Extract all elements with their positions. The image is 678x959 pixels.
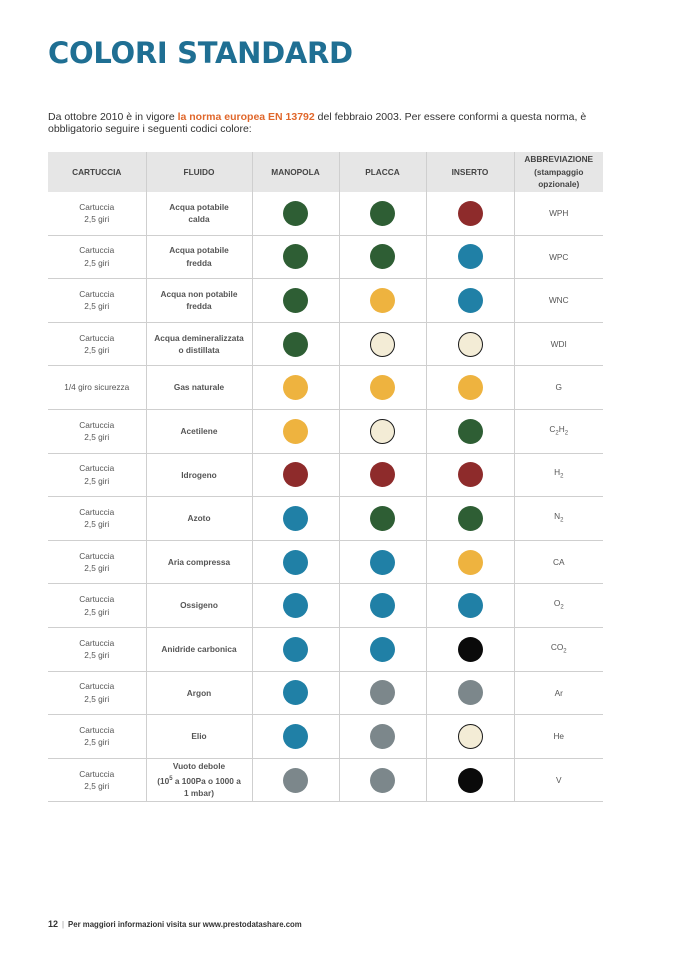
knob-cell	[252, 584, 339, 628]
cartridge-type: Cartuccia	[79, 506, 115, 517]
cartridge-cell	[48, 409, 146, 453]
knob-color-dot	[283, 637, 308, 662]
cartridge-cell	[48, 322, 146, 366]
cartridge-cell	[48, 758, 146, 802]
abbreviation-cell	[514, 540, 603, 584]
insert-color-dot	[458, 550, 483, 575]
insert-color-dot	[458, 506, 483, 531]
plate-color-dot	[370, 593, 395, 618]
plate-cell	[339, 235, 426, 279]
abbreviation: V	[555, 774, 562, 785]
cartridge-type: Cartuccia	[79, 245, 115, 256]
insert-cell	[426, 584, 514, 628]
abbreviation-cell	[514, 453, 603, 497]
plate-cell	[339, 453, 426, 497]
intro-text: Da ottobre 2010 è in vigore	[48, 110, 178, 123]
abbreviation: G	[555, 382, 562, 393]
fluid-name: Azoto	[187, 513, 211, 524]
knob-cell	[252, 192, 339, 235]
abbreviation-cell	[514, 584, 603, 628]
table-row	[48, 235, 603, 279]
knob-cell	[252, 453, 339, 497]
cartridge-cell	[48, 540, 146, 584]
abbreviation-cell	[514, 497, 603, 541]
cartridge-type: Cartuccia	[79, 637, 115, 648]
plate-color-dot	[370, 506, 395, 531]
table-row	[48, 322, 603, 366]
fluid-name-line2-rest: a 100Pa o 1000 a	[172, 775, 241, 786]
fluid-cell	[146, 322, 252, 366]
plate-color-dot	[370, 201, 395, 226]
fluid-name-line2: calda	[188, 214, 210, 225]
insert-color-dot	[458, 288, 483, 313]
knob-color-dot	[283, 375, 308, 400]
cartridge-type: Cartuccia	[79, 594, 115, 605]
abbreviation-cell	[514, 322, 603, 366]
abbreviation: H	[554, 467, 561, 478]
table-row	[48, 758, 603, 802]
plate-cell	[339, 497, 426, 541]
plate-color-dot	[370, 550, 395, 575]
plate-cell	[339, 584, 426, 628]
cartridge-turns: 2,5 giri	[84, 214, 110, 225]
abbreviation: C	[549, 423, 556, 434]
cartridge-cell	[48, 584, 146, 628]
abbreviation-cell	[514, 409, 603, 453]
knob-color-dot	[283, 201, 308, 226]
plate-cell	[339, 279, 426, 323]
plate-cell	[339, 627, 426, 671]
fluid-cell	[146, 497, 252, 541]
abbreviation: CA	[552, 556, 565, 567]
fluid-cell	[146, 409, 252, 453]
insert-cell	[426, 540, 514, 584]
cartridge-cell	[48, 715, 146, 759]
cartridge-turns: 2,5 giri	[84, 563, 110, 574]
fluid-name: Argon	[186, 687, 212, 698]
fluid-cell	[146, 671, 252, 715]
fluid-cell	[146, 279, 252, 323]
knob-cell	[252, 497, 339, 541]
abbreviation-cell	[514, 192, 603, 235]
knob-color-dot	[283, 724, 308, 749]
plate-color-dot	[370, 637, 395, 662]
color-code-table	[48, 152, 603, 802]
abbreviation: WDI	[550, 338, 567, 349]
insert-color-dot	[458, 724, 483, 749]
knob-cell	[252, 279, 339, 323]
table-row	[48, 715, 603, 759]
cartridge-turns: 2,5 giri	[84, 606, 110, 617]
insert-cell	[426, 235, 514, 279]
plate-color-dot	[370, 768, 395, 793]
cartridge-turns: 2,5 giri	[84, 650, 110, 661]
table-row	[48, 540, 603, 584]
knob-cell	[252, 627, 339, 671]
fluid-name: Acqua potabile	[169, 201, 229, 212]
cartridge-turns: 2,5 giri	[84, 781, 110, 792]
cartridge-cell	[48, 627, 146, 671]
fluid-name: Acetilene	[180, 426, 218, 437]
abbreviation: WPH	[549, 208, 569, 219]
abbreviation: WNC	[548, 295, 569, 306]
header-abbreviation-line1: ABBREVIAZIONE	[524, 154, 594, 165]
cartridge-turns: 2,5 giri	[84, 432, 110, 443]
plate-color-dot	[370, 462, 395, 487]
knob-color-dot	[283, 288, 308, 313]
table-row	[48, 497, 603, 541]
cartridge-turns: 2,5 giri	[84, 345, 110, 356]
fluid-cell	[146, 540, 252, 584]
cartridge-turns: 2,5 giri	[84, 301, 110, 312]
header-fluid: FLUIDO	[146, 152, 252, 192]
knob-cell	[252, 758, 339, 802]
insert-cell	[426, 322, 514, 366]
insert-cell	[426, 671, 514, 715]
abbreviation: O	[553, 598, 561, 609]
insert-color-dot	[458, 462, 483, 487]
plate-cell	[339, 671, 426, 715]
abbreviation-cell	[514, 715, 603, 759]
cartridge-type: Cartuccia	[79, 419, 115, 430]
abbreviation-part2: H	[558, 423, 565, 434]
knob-cell	[252, 409, 339, 453]
fluid-name: Elio	[191, 731, 207, 742]
knob-color-dot	[283, 593, 308, 618]
abbreviation-cell	[514, 671, 603, 715]
insert-cell	[426, 192, 514, 235]
cartridge-turns: 2,5 giri	[84, 737, 110, 748]
fluid-name: Acqua non potabile	[160, 288, 238, 299]
cartridge-type: Cartuccia	[79, 724, 115, 735]
insert-color-dot	[458, 593, 483, 618]
table-row	[48, 584, 603, 628]
knob-color-dot	[283, 550, 308, 575]
knob-color-dot	[283, 506, 308, 531]
plate-cell	[339, 758, 426, 802]
fluid-exponent: 5	[169, 775, 173, 782]
fluid-cell	[146, 366, 252, 410]
cartridge-cell	[48, 497, 146, 541]
table-row	[48, 627, 603, 671]
insert-color-dot	[458, 332, 483, 357]
knob-cell	[252, 540, 339, 584]
knob-color-dot	[283, 332, 308, 357]
insert-cell	[426, 279, 514, 323]
abbreviation-cell	[514, 366, 603, 410]
insert-cell	[426, 715, 514, 759]
abbreviation-cell	[514, 627, 603, 671]
fluid-cell	[146, 627, 252, 671]
insert-color-dot	[458, 768, 483, 793]
cartridge-cell	[48, 671, 146, 715]
plate-cell	[339, 540, 426, 584]
knob-cell	[252, 671, 339, 715]
intro-paragraph	[48, 111, 608, 136]
intro-text-continued: del febbraio 2003. Per essere conformi a questa norma, è obbligatorio seguire i seguenti codici colore:	[48, 110, 587, 135]
insert-cell	[426, 453, 514, 497]
insert-color-dot	[458, 637, 483, 662]
header-abbreviation-line2: (stampaggio	[534, 166, 584, 177]
fluid-name-line2: (10	[157, 775, 170, 786]
page-number: 12	[48, 919, 59, 929]
footer-text: Per maggiori informazioni visita sur www.prestodatashare.com	[68, 920, 302, 929]
cartridge-type: Cartuccia	[79, 201, 115, 212]
abbreviation-subscript: 2	[563, 648, 567, 655]
fluid-name: Idrogeno	[181, 469, 217, 480]
abbreviation: CO	[550, 641, 564, 652]
cartridge-type: Cartuccia	[79, 463, 115, 474]
table-row	[48, 366, 603, 410]
knob-cell	[252, 322, 339, 366]
abbreviation-subscript: 2	[560, 517, 564, 524]
page-footer	[48, 919, 302, 929]
fluid-name: Ossigeno	[180, 600, 218, 611]
knob-color-dot	[283, 419, 308, 444]
plate-color-dot	[370, 419, 395, 444]
knob-color-dot	[283, 680, 308, 705]
cartridge-type: 1/4 giro sicurezza	[64, 382, 130, 393]
abbreviation-cell	[514, 235, 603, 279]
knob-color-dot	[283, 462, 308, 487]
intro-highlight: la norma europea EN 13792	[177, 110, 315, 123]
fluid-name-line2: o distillata	[178, 345, 220, 356]
abbreviation-cell	[514, 758, 603, 802]
fluid-name-line2: fredda	[186, 301, 212, 312]
plate-cell	[339, 322, 426, 366]
fluid-name: Acqua demineralizzata	[154, 332, 244, 343]
cartridge-turns: 2,5 giri	[84, 693, 110, 704]
insert-cell	[426, 409, 514, 453]
insert-color-dot	[458, 201, 483, 226]
insert-color-dot	[458, 419, 483, 444]
header-abbreviation-line3: opzionale)	[538, 179, 580, 190]
table-row	[48, 192, 603, 235]
cartridge-type: Cartuccia	[79, 288, 115, 299]
fluid-name-line3: 1 mbar)	[184, 788, 214, 799]
knob-color-dot	[283, 244, 308, 269]
plate-cell	[339, 192, 426, 235]
header-insert: INSERTO	[426, 152, 514, 192]
plate-cell	[339, 366, 426, 410]
knob-cell	[252, 715, 339, 759]
fluid-cell	[146, 235, 252, 279]
abbreviation-subscript-2: 2	[564, 430, 569, 437]
plate-color-dot	[370, 680, 395, 705]
fluid-name-line2: fredda	[186, 257, 212, 268]
fluid-name: Acqua potabile	[169, 245, 229, 256]
cartridge-cell	[48, 192, 146, 235]
fluid-name: Aria compressa	[167, 556, 231, 567]
footer-separator: |	[62, 920, 65, 929]
fluid-cell	[146, 758, 252, 802]
insert-cell	[426, 758, 514, 802]
cartridge-type: Cartuccia	[79, 681, 115, 692]
page-title: COLORI STANDARD	[48, 36, 353, 70]
fluid-cell	[146, 715, 252, 759]
cartridge-type: Cartuccia	[79, 332, 115, 343]
abbreviation: WPC	[549, 251, 569, 262]
table-row	[48, 671, 603, 715]
knob-cell	[252, 366, 339, 410]
table-header-row	[48, 152, 603, 192]
abbreviation-subscript: 2	[560, 604, 564, 611]
cartridge-type: Cartuccia	[79, 550, 115, 561]
fluid-cell	[146, 584, 252, 628]
knob-color-dot	[283, 768, 308, 793]
abbreviation: N	[554, 510, 561, 521]
insert-cell	[426, 366, 514, 410]
fluid-cell	[146, 453, 252, 497]
abbreviation-subscript: 2	[555, 430, 559, 437]
table-row	[48, 279, 603, 323]
fluid-cell	[146, 192, 252, 235]
insert-color-dot	[458, 375, 483, 400]
cartridge-type: Cartuccia	[79, 768, 115, 779]
plate-color-dot	[370, 375, 395, 400]
header-plate: PLACCA	[339, 152, 426, 192]
abbreviation: He	[553, 731, 565, 742]
plate-cell	[339, 409, 426, 453]
table-row	[48, 409, 603, 453]
plate-cell	[339, 715, 426, 759]
cartridge-cell	[48, 279, 146, 323]
plate-color-dot	[370, 332, 395, 357]
abbreviation-subscript: 2	[560, 473, 564, 480]
cartridge-cell	[48, 453, 146, 497]
header-abbreviation	[514, 152, 603, 192]
table-row	[48, 453, 603, 497]
insert-color-dot	[458, 680, 483, 705]
insert-color-dot	[458, 244, 483, 269]
fluid-name: Vuoto debole	[172, 761, 226, 772]
cartridge-turns: 2,5 giri	[84, 475, 110, 486]
insert-cell	[426, 627, 514, 671]
cartridge-cell	[48, 366, 146, 410]
cartridge-cell	[48, 235, 146, 279]
cartridge-turns: 2,5 giri	[84, 257, 110, 268]
fluid-name: Gas naturale	[173, 382, 225, 393]
plate-color-dot	[370, 244, 395, 269]
header-knob: MANOPOLA	[252, 152, 339, 192]
insert-cell	[426, 497, 514, 541]
header-cartridge: CARTUCCIA	[48, 152, 146, 192]
fluid-name: Anidride carbonica	[161, 643, 237, 654]
plate-color-dot	[370, 724, 395, 749]
plate-color-dot	[370, 288, 395, 313]
cartridge-turns: 2,5 giri	[84, 519, 110, 530]
abbreviation-cell	[514, 279, 603, 323]
abbreviation: Ar	[554, 687, 563, 698]
knob-cell	[252, 235, 339, 279]
